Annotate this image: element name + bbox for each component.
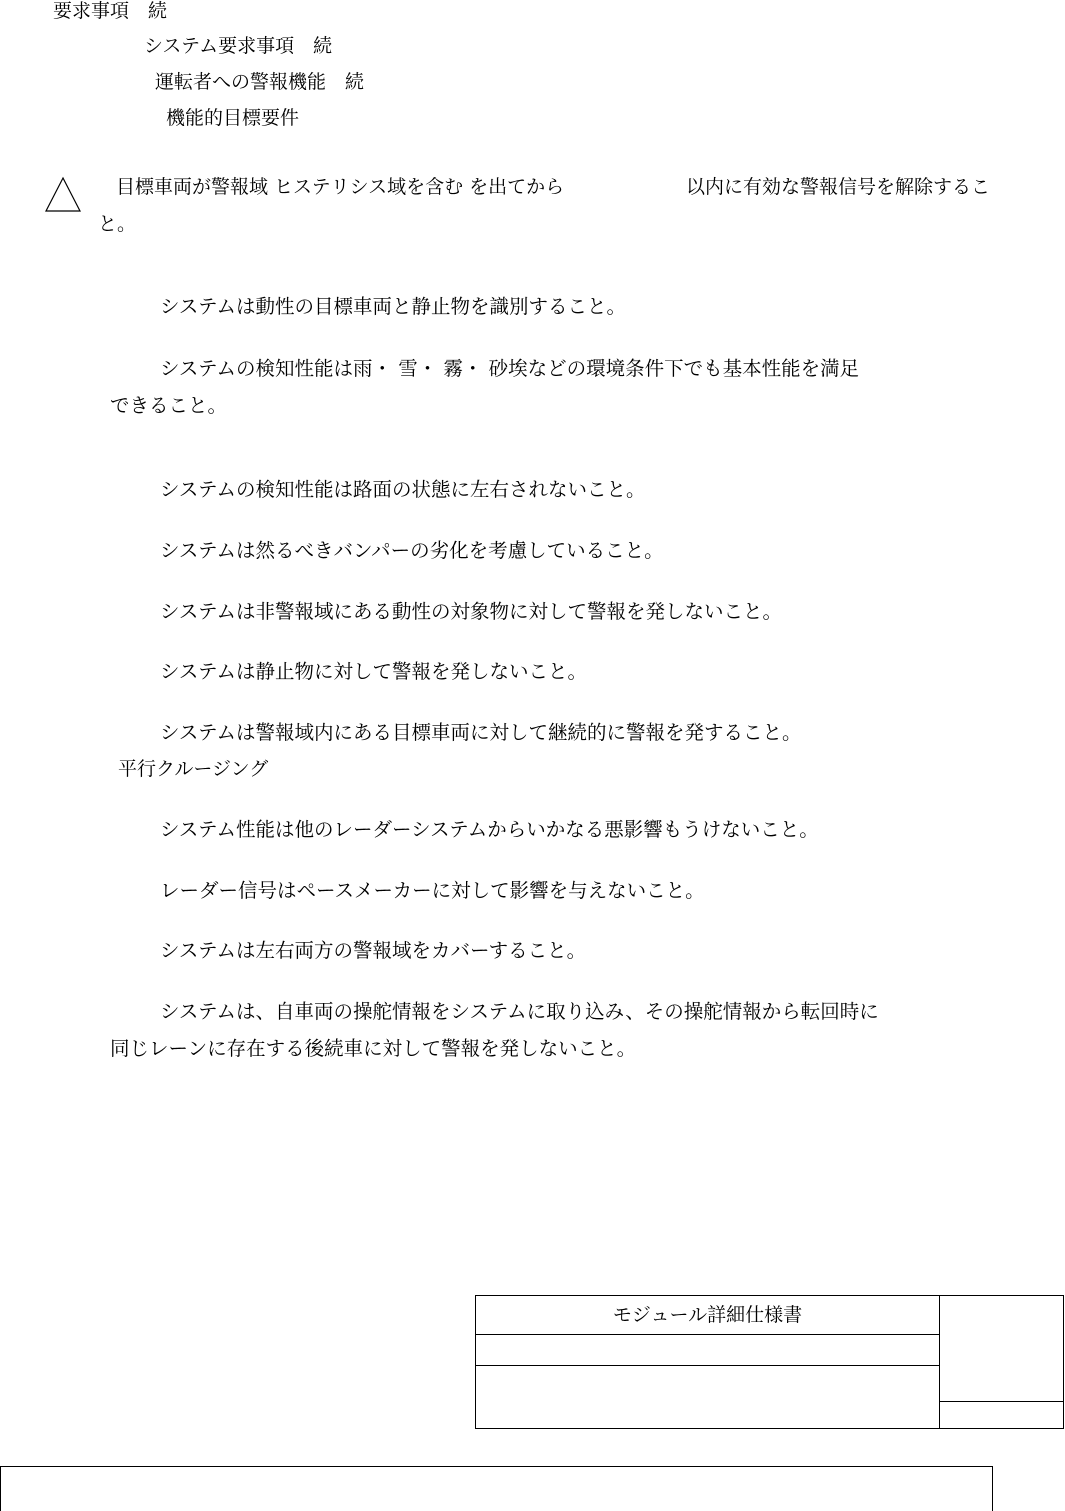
requirement-item: システムの検知性能は路面の状態に左右されないこと。 xyxy=(160,478,646,501)
requirement-item: システムの検知性能は雨・ 雪・ 霧・ 砂埃などの環境条件下でも基本性能を満足 xyxy=(160,357,860,380)
changed-item-text-c: と。 xyxy=(98,213,137,235)
heading-level-1: 要求事項 続 xyxy=(53,0,168,22)
requirement-item-continued: 同じレーンに存在する後続車に対して警報を発しないこと。 xyxy=(110,1037,637,1060)
heading-level-3: 運転者への警報機能 続 xyxy=(155,71,365,93)
title-block-side-cell xyxy=(940,1401,1064,1429)
title-block-row xyxy=(476,1335,939,1366)
document-title: モジュール詳細仕様書 xyxy=(476,1296,939,1335)
requirement-item-continued: できること。 xyxy=(110,394,228,417)
heading-level-2: システム要求事項 続 xyxy=(144,35,333,57)
requirement-item: レーダー信号はペースメーカーに対して影響を与えないこと。 xyxy=(160,879,705,902)
title-block xyxy=(475,1295,1064,1429)
requirement-item: システム性能は他のレーダーシステムからいかなる悪影響もうけないこと。 xyxy=(160,818,819,841)
requirement-item: システムは左右両方の警報域をカバーすること。 xyxy=(160,939,587,962)
title-block-main xyxy=(476,1296,940,1428)
subsection-heading: 平行クルージング xyxy=(118,758,269,780)
requirement-item: システムは非警報域にある動性の対象物に対して警報を発しないこと。 xyxy=(160,600,783,623)
requirement-item: システムは静止物に対して警報を発しないこと。 xyxy=(160,660,588,683)
heading-level-4: 機能的目標要件 xyxy=(166,107,300,129)
changed-item-text-b: 以内に有効な警報信号を解除するこ xyxy=(686,176,991,198)
footer-box xyxy=(0,1466,993,1511)
requirement-item: システムは動性の目標車両と静止物を識別すること。 xyxy=(160,295,627,318)
revision-triangle-icon xyxy=(44,176,82,214)
changed-item-text-a: 目標車両が警報域 ヒステリシス域を含む を出てから xyxy=(116,176,565,198)
requirement-item: システムは警報域内にある目標車両に対して継続的に警報を発すること。 xyxy=(160,721,802,744)
requirement-item: システムは然るべきバンパーの劣化を考慮していること。 xyxy=(160,539,664,562)
requirement-item: システムは、自車両の操舵情報をシステムに取り込み、その操舵情報から転回時に xyxy=(160,1000,879,1023)
